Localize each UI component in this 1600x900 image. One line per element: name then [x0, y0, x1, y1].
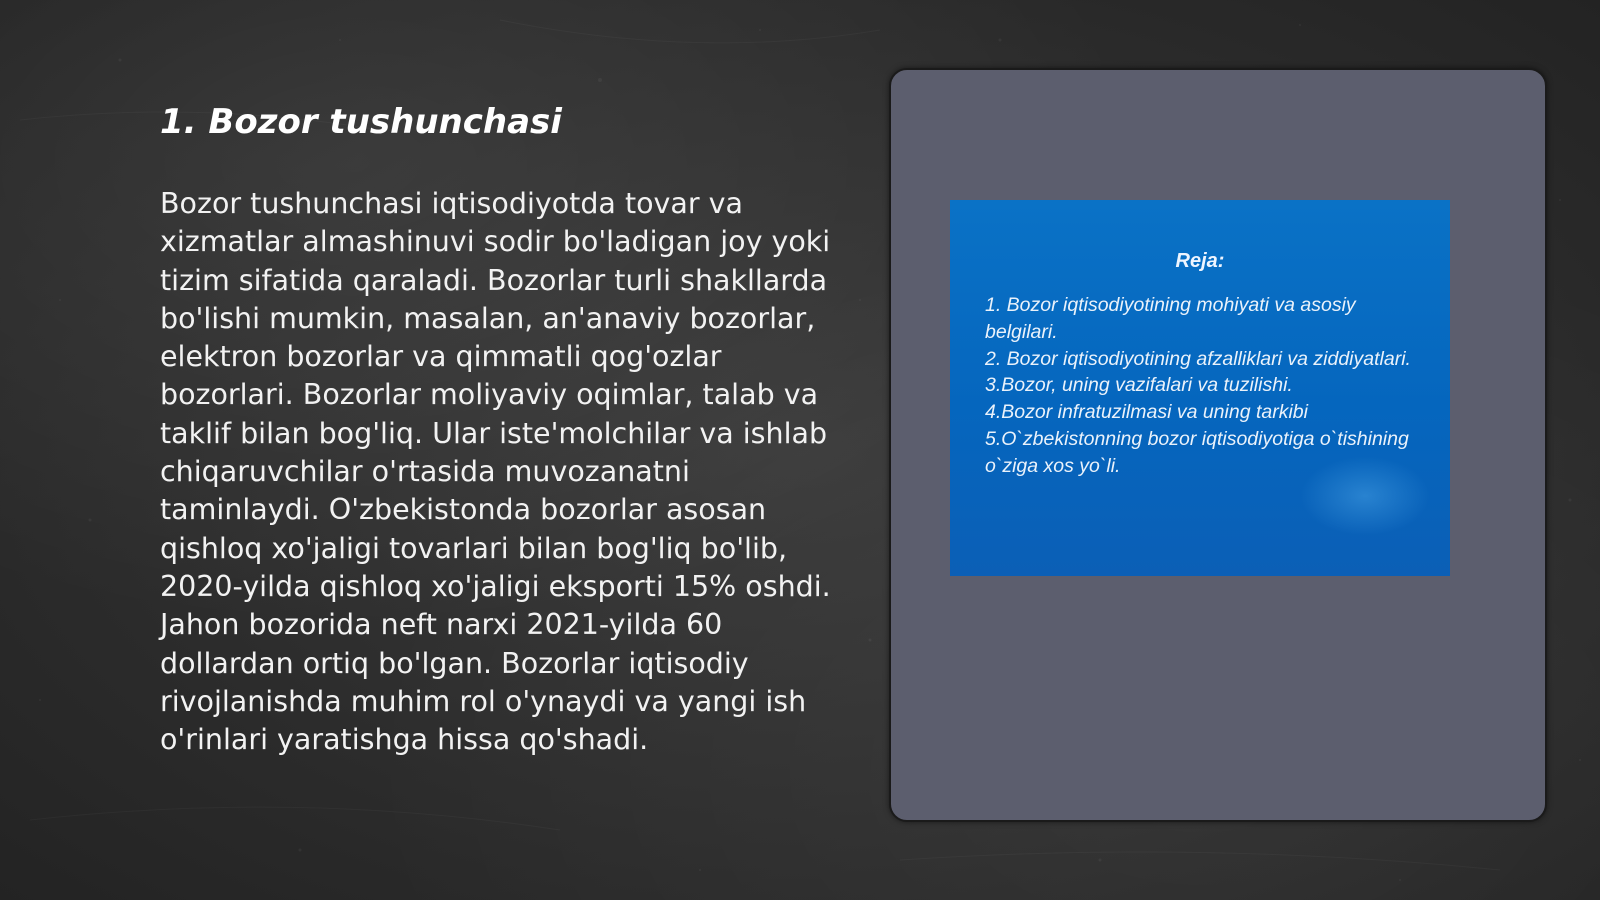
slide-body-text: Bozor tushunchasi iqtisodiyotda tovar va xizmatlar almashinuvi sodir bo'ladigan joy yoki tizim sifatida qaraladi. Bozorlar turli shakllarda bo'lishi mumkin, masalan, an'anaviy bozorlar, elektron bozorlar va qimmatli qog'ozlar bozorlari. Bozorlar moliyaviy oqimlar, talab va taklif bilan bog'liq. Ular iste'molchilar va ishlab chiqaruvchilar o'rtasida muvozanatni taminlaydi. O'zbekistonda bozorlar asosan qishloq xo'jaligi tovarlari bilan bog'liq bo'lib, 2020-yilda qishloq xo'jaligi eksporti 15% oshdi. Jahon bozorida neft narxi 2021-yilda 60 dollardan ortiq bo'lgan. Bozorlar iqtisodiy rivojlanishda muhim rol o'ynaydi va yangi ish o'rinlari yaratishga hissa qo'shadi. [160, 187, 831, 757]
reja-list [985, 292, 1425, 480]
reja-item: 4.Bozor infratuzilmasi va uning tarkibi [985, 401, 1308, 424]
reja-item: 5.O`zbekistonning bozor iqtisodiyotiga o`tishining o`ziga xos yo`li. [985, 427, 1409, 477]
reja-title: Reja: [1175, 250, 1225, 272]
reja-item: 1. Bozor iqtisodiyotining mohiyati va asosiy belgilari. [985, 294, 1356, 343]
slide-heading: 1. Bozor tushunchasi [160, 102, 562, 142]
reja-item: 2. Bozor iqtisodiyotining afzalliklari va ziddiyatlari. [985, 347, 1411, 370]
reja-image [950, 200, 1450, 576]
reja-item: 3.Bozor, uning vazifalari va tuzilishi. [985, 374, 1293, 397]
